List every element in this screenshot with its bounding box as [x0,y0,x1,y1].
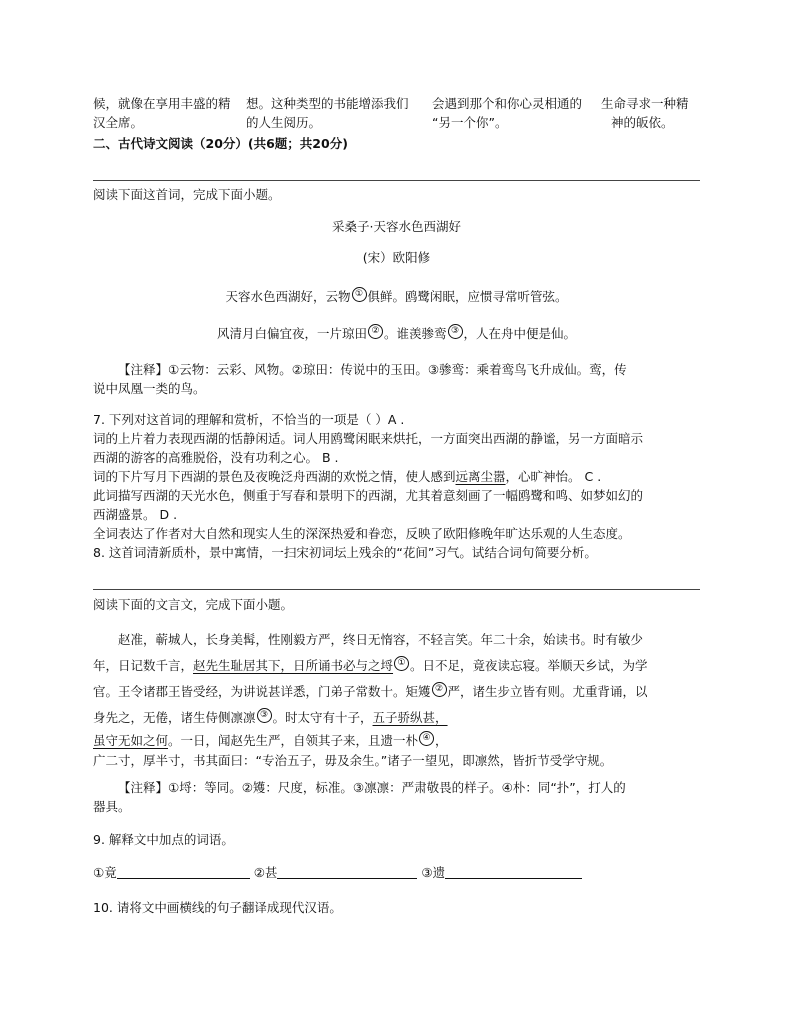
option-text: 汉全席。 [93,115,144,130]
poem-author: (宋）欧阳修 [362,250,431,265]
option-column-1 [93,94,231,132]
prose-text: 年，日记数千言， [93,658,194,673]
option-text: 神的皈依。 [611,115,674,130]
footnote-mark: ② [432,682,447,697]
choice-text: 词的下片写月下西湖的景色及夜晚泛舟西湖的欢悦之情，使人感到 [93,469,456,484]
prose-text: 严，诸生步立皆有则。尤重背诵，以 [447,684,648,699]
underlined-phrase: 远离尘嚣 [455,469,506,484]
poem-text: 。谁羡骖鸾 [383,326,447,341]
poem-line-1 [93,287,700,306]
note-line: 【注释】①埒：等同。②矱：尺度，标准。③凛凛：严肃敬畏的样子。④朴：同“扑”，打人的 [118,780,626,795]
note-line: 器具。 [93,799,131,814]
poem-text: 俱鲜。鸥鹭闲眠，应惯寻常听管弦。 [367,289,568,304]
choice-a-line: 词的上片着力表现西湖的恬静闲适。词人用鸥鹭闲眠来烘托，一方面突出西湖的静谧，另一方面暗示 [93,431,644,446]
note-line: 【注释】①云物：云彩、风物。②琼田：传说中的玉田。③骖鸾：乘着鸾鸟飞升成仙。鸾，传 [118,362,627,377]
option-text: 生命寻求一种精 [601,96,689,111]
poem-text: ，人在舟中便是仙。 [463,326,577,341]
footnote-mark: ③ [257,708,272,723]
footnote-mark: ④ [419,731,434,746]
answer-label: ②甚 [253,865,278,880]
footnote-mark: ① [394,656,409,671]
answer-blank[interactable] [117,866,250,879]
prose-text: 。日不足，竟夜读忘寝。举顺天乡试，为学 [410,658,648,673]
question-10: 10. 请将文中画横线的句子翻译成现代汉语。 [93,900,342,915]
divider [93,180,700,181]
answer-label: ①竟 [93,865,117,880]
note-line: 说中凤凰一类的鸟。 [93,381,206,396]
question-9-stem: 9. 解释文中加点的词语。 [93,832,234,847]
option-text: 会遇到那个和你心灵相通的 [432,96,583,111]
prose-line [93,731,705,751]
option-column-3 [432,94,582,132]
prose-line [93,705,705,731]
prose-text: ， [435,733,448,748]
question-7 [93,410,705,562]
choice-c-line: 西湖盛景。 D . [93,507,178,522]
choice-d-line: 全词表达了作者对大自然和现实人生的深深热爱和眷恋，反映了欧阳修晚年旷达乐观的人生态度。 [93,526,631,541]
footnote-mark: ③ [448,324,463,339]
question-stem: 7. 下列对这首词的理解和赏析，不恰当的一项是（ ）A . [93,412,405,427]
divider [93,589,700,590]
footnote-mark: ① [352,287,367,302]
prose-passage [93,627,705,771]
option-text: 想。这种类型的书能增添我们 [246,96,409,111]
choice-c-line: 此词描写西湖的天光水色，侧重于写春和景明下的西湖，尤其着意刻画了一幅鸥鹭和鸣、如梦如幻的 [93,488,644,503]
underlined-sentence: 虽守无如之何 [93,733,169,748]
footnote-mark: ② [368,324,383,339]
option-text: 候，就像在享用丰盛的精 [93,96,231,111]
option-column-4 [601,94,689,132]
reading-options-fragment [93,94,713,134]
prose-intro: 阅读下面的文言文，完成下面小题。 [93,597,294,612]
choice-a-line: 西湖的游客的高雅脱俗，没有功利之心。 B . [93,450,339,465]
prose-text: 身先之，无倦，诸生侍侧凛凛 [93,710,256,725]
prose-notes [93,778,705,816]
prose-line [93,679,705,705]
prose-text: 。一日，闻赵先生严，自领其子来，且遗一朴 [168,733,419,748]
poem-notes [93,360,705,398]
section-title: 二、古代诗文阅读（20分）(共6题；共20分) [93,136,348,151]
poem-intro: 阅读下面这首词，完成下面小题。 [93,187,281,202]
prose-line: 广二寸，厚半寸，书其面曰：“专治五子，毋及余生。”诸子一望见，即凛然，皆折节受学守规。 [93,753,613,768]
answer-label: ③遗 [421,865,446,880]
prose-line [93,653,705,679]
option-text: “另一个你”。 [432,115,508,130]
poem-title: 采桑子·天容水色西湖好 [332,219,461,234]
poem-text: 天容水色西湖好，云物 [225,289,351,304]
question-9-answers [93,864,582,882]
answer-blank[interactable] [445,866,582,879]
prose-line: 赵准，蕲城人，长身美髯，性刚毅方严，终日无惰容，不轻言笑。年二十余，始读书。时有敏少 [118,632,644,647]
answer-blank[interactable] [277,866,417,879]
poem-line-2 [93,324,700,343]
underlined-sentence: 五子骄纵甚， [372,710,448,725]
question-8: 8. 这首词清新质朴，景中寓情，一扫宋初词坛上残余的“花间”习气。试结合词句简要分析。 [93,545,597,560]
underlined-sentence: 赵先生耻居其下，日所诵书必与之埒 [193,658,394,673]
option-column-2 [246,94,409,132]
choice-b-line [93,467,705,486]
poem-text: 风清月白偏宜夜，一片琼田 [216,326,367,341]
prose-text: 官。王令诸郡王皆受经，为讲说甚详悉，门弟子常数十。矩矱 [93,684,431,699]
option-text: 的人生阅历。 [246,115,322,130]
prose-text: 。时太守有十子， [272,710,373,725]
choice-text: ，心旷神怡。 C . [505,469,602,484]
